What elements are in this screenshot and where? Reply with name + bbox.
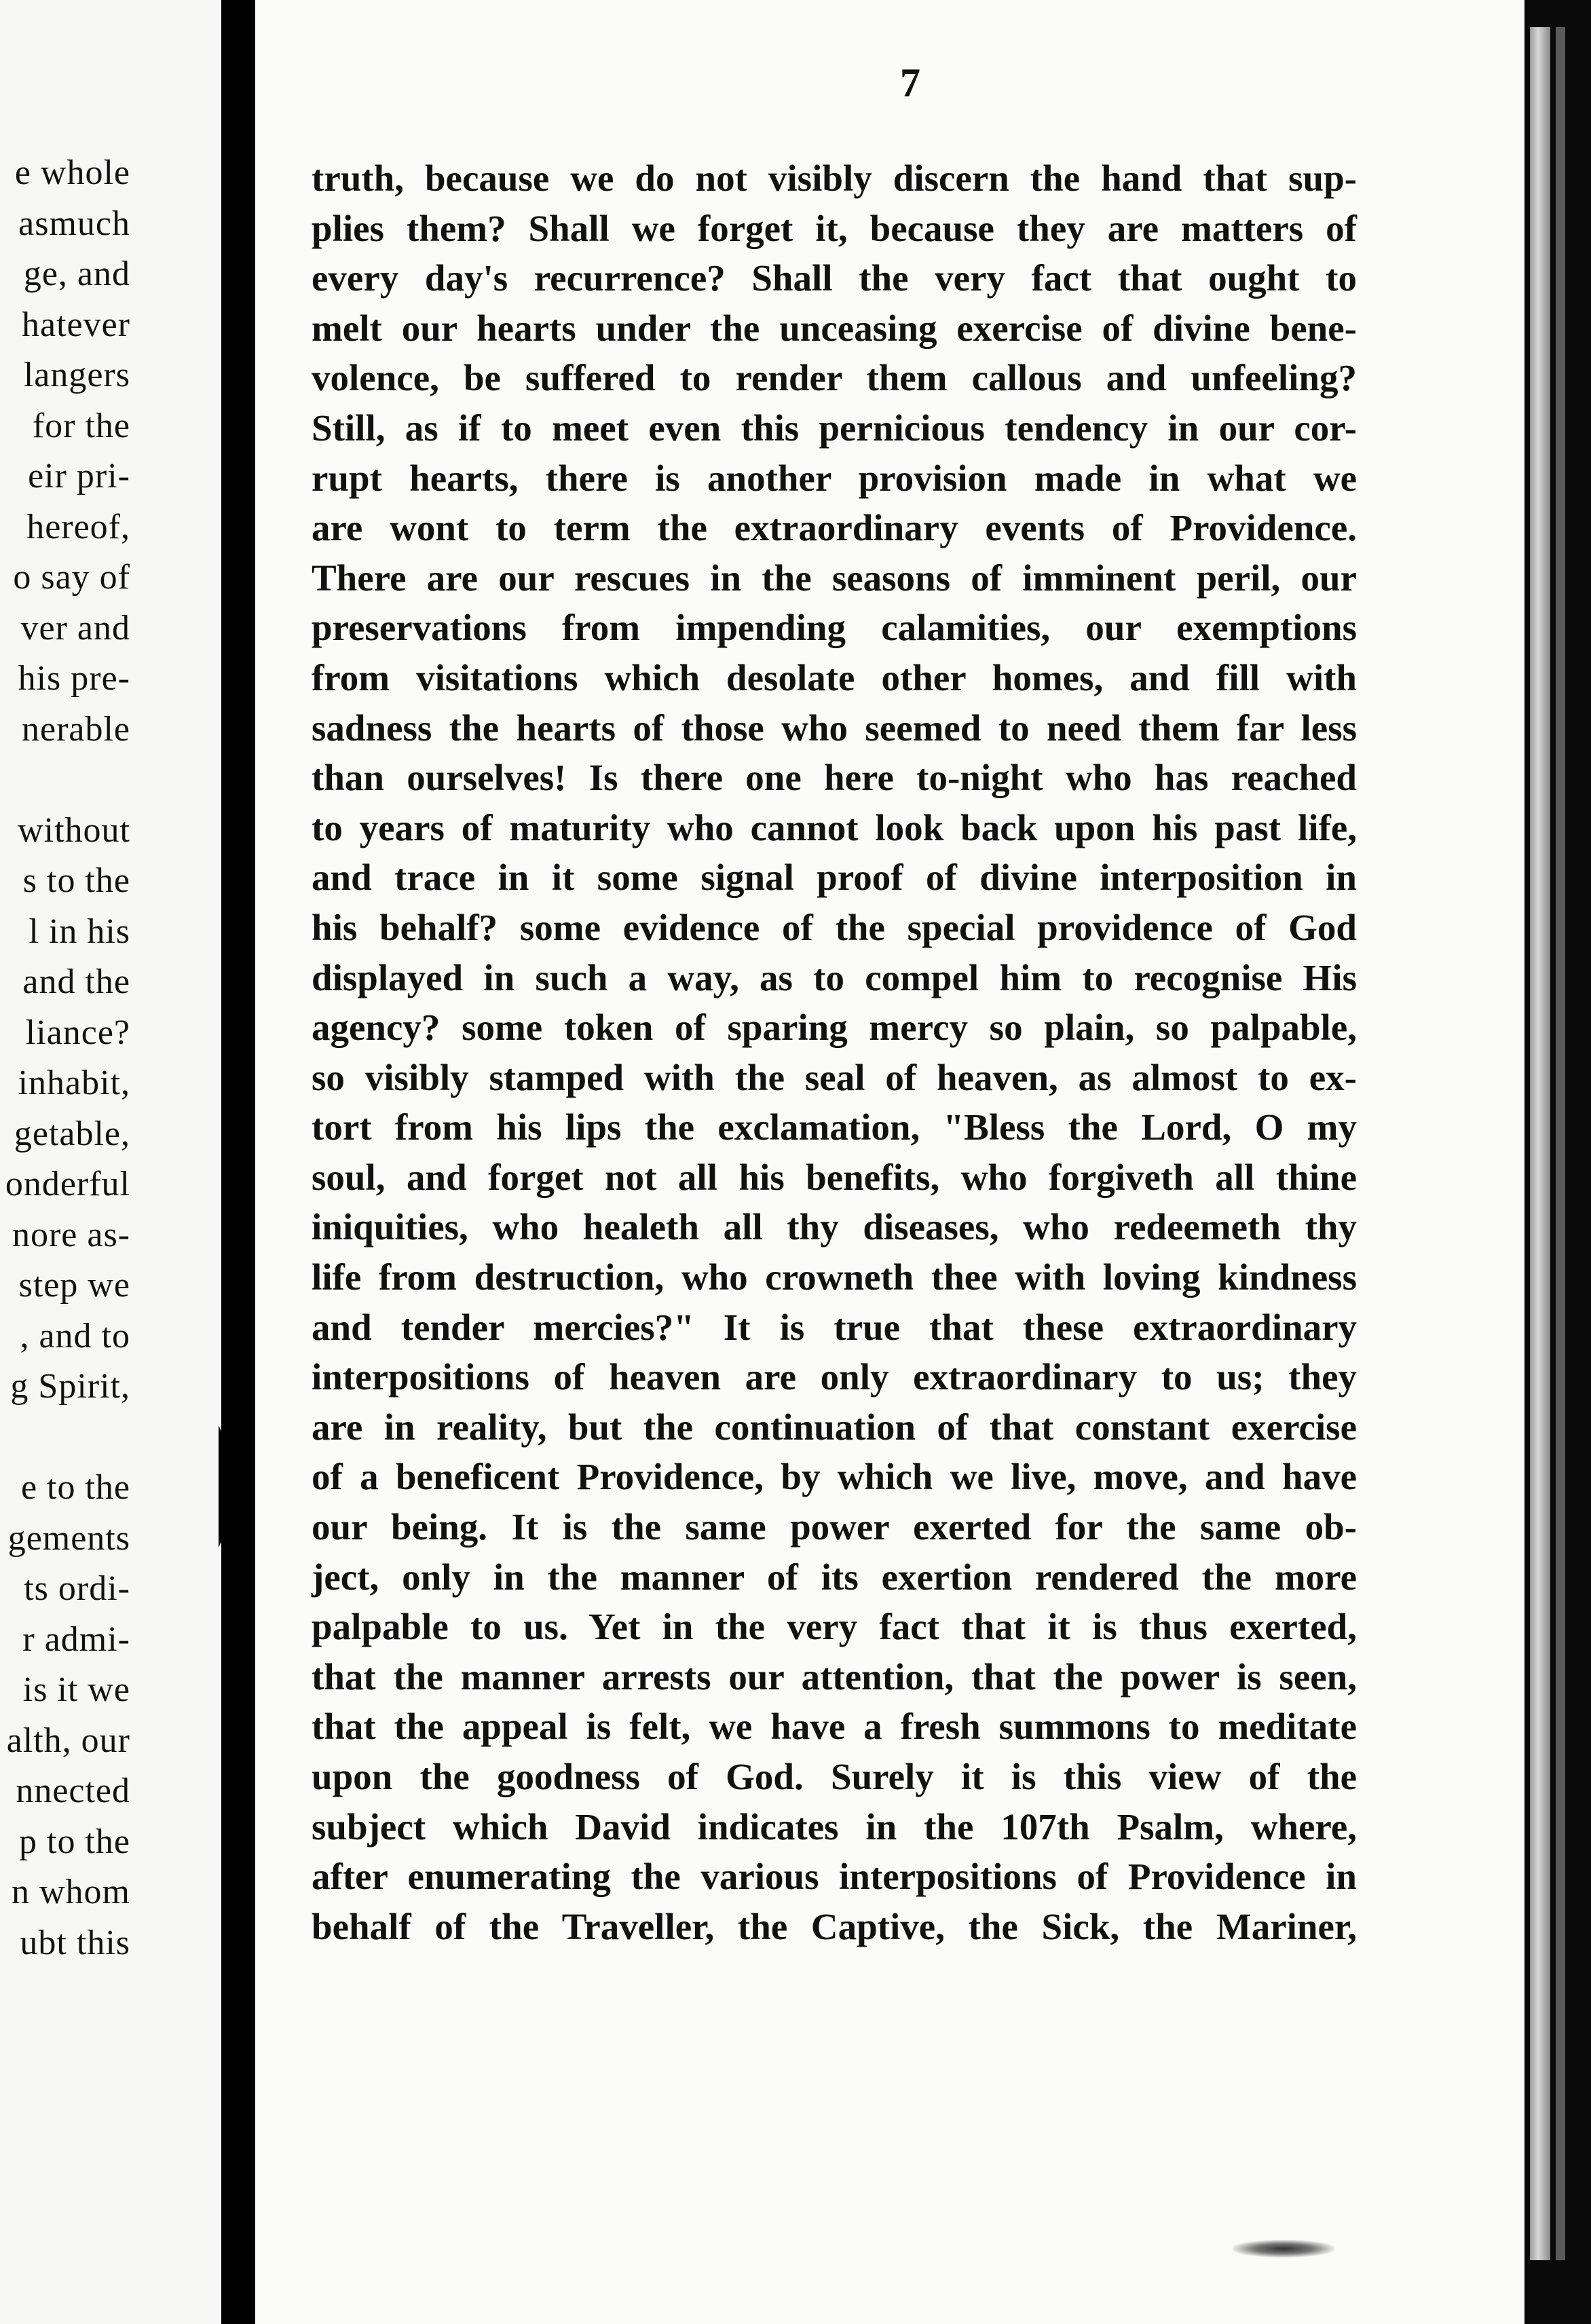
body-line: that the appeal is felt, we have a fresh summons to meditate — [312, 1706, 1357, 1748]
body-line: agency? some token of sparing mercy so plain, so palpable, — [312, 1007, 1357, 1049]
body-line: and tender mercies?" It is true that these extraordinary — [312, 1306, 1357, 1348]
left-page-line: nnected — [16, 1772, 130, 1810]
left-page-line: l in his — [29, 912, 130, 951]
left-page-line: getable, — [14, 1114, 130, 1153]
page-stack-shadow — [1556, 27, 1565, 2260]
left-page-line: inhabit, — [18, 1064, 130, 1102]
left-page-line — [5, 1412, 130, 1463]
left-page-line — [5, 755, 130, 806]
left-page-line: g Spirit, — [10, 1367, 130, 1406]
left-page-line: nore as- — [12, 1215, 130, 1254]
body-line: from visitations which desolate other homes, and fill with — [312, 656, 1357, 698]
body-line: volence, be suffered to render them callous and unfeeling? — [312, 357, 1357, 399]
body-line: rupt hearts, there is another provision made in what we — [312, 457, 1357, 499]
left-page-line: p to the — [19, 1822, 130, 1861]
left-page-line: eir pri- — [28, 457, 130, 495]
page-stack-edge — [1530, 27, 1550, 2260]
book-gutter — [221, 0, 255, 2324]
body-line: so visibly stamped with the seal of heaven, as almost to ex- — [312, 1056, 1357, 1098]
body-line: after enumerating the various interpositions of Providence in — [312, 1856, 1357, 1898]
body-line: than ourselves! Is there one here to-night who has reached — [312, 757, 1357, 799]
body-text — [312, 153, 1357, 1951]
body-line: tort from his lips the exclamation, "Bless the Lord, O my — [312, 1106, 1357, 1148]
left-page-line: alth, our — [6, 1721, 130, 1760]
left-page-line: r admi- — [22, 1619, 130, 1659]
left-page-line: ver and — [20, 608, 130, 648]
left-page-text — [5, 148, 130, 1968]
left-page-fragment — [0, 0, 221, 2324]
main-page — [255, 0, 1524, 2324]
body-line: soul, and forget not all his benefits, who forgiveth all thine — [312, 1156, 1357, 1198]
ink-smudge — [1233, 2240, 1334, 2257]
left-page-line: ubt this — [20, 1923, 130, 1962]
left-page-line: s to the — [22, 861, 130, 900]
left-page-line: e to the — [20, 1468, 130, 1507]
body-line: sadness the hearts of those who seemed to need them far less — [312, 707, 1357, 749]
body-line: preservations from impending calamities, our exemptions — [312, 607, 1357, 649]
left-page-line: is it we — [22, 1670, 130, 1709]
left-page-line: nerable — [21, 709, 130, 749]
body-line: palpable to us. Yet in the very fact that it is thus exerted, — [312, 1606, 1357, 1648]
left-page-line: onderful — [5, 1165, 130, 1203]
left-page-line: for the — [32, 406, 130, 445]
body-line: to years of maturity who cannot look back upon his past life, — [312, 806, 1357, 848]
body-line: There are our rescues in the seasons of imminent peril, our — [312, 557, 1357, 599]
left-page-line: ts ordi- — [24, 1569, 130, 1608]
left-page-line: hatever — [21, 305, 130, 344]
gutter-shadow — [219, 1425, 247, 1548]
left-page-line: gements — [7, 1518, 130, 1558]
left-page-line: ge, and — [23, 255, 130, 293]
body-line: displayed in such a way, as to compel him to recognise His — [312, 956, 1357, 998]
body-line: are in reality, but the continuation of that constant exercise — [312, 1406, 1357, 1448]
left-page-line: his pre- — [18, 659, 130, 698]
body-line: of a beneficent Providence, by which we live, move, and have — [312, 1456, 1357, 1498]
body-line: behalf of the Traveller, the Captive, the Sick, the Mariner, — [312, 1905, 1357, 1947]
body-line: upon the goodness of God. Surely it is this view of the — [312, 1756, 1357, 1797]
body-line: ject, only in the manner of its exertion rendered the more — [312, 1556, 1357, 1598]
left-page-line: e whole — [14, 153, 130, 192]
left-page-line: asmuch — [18, 204, 130, 243]
body-line: subject which David indicates in the 107th Psalm, where, — [312, 1805, 1357, 1848]
body-line: our being. It is the same power exerted for the same ob- — [312, 1506, 1357, 1548]
body-line: are wont to term the extraordinary events of Providence. — [312, 507, 1357, 549]
body-line: his behalf? some evidence of the special providence of God — [312, 906, 1357, 948]
body-line: Still, as if to meet even this pernicious tendency in our cor- — [312, 407, 1357, 449]
body-line: iniquities, who healeth all thy diseases, who redeemeth thy — [312, 1206, 1357, 1248]
left-page-line: step we — [18, 1266, 130, 1305]
body-line: life from destruction, who crowneth thee with loving kindness — [312, 1256, 1357, 1298]
body-line: and trace in it some signal proof of divine interposition in — [312, 857, 1357, 899]
left-page-line: without — [18, 810, 130, 850]
body-line: melt our hearts under the unceasing exercise of divine bene- — [312, 307, 1357, 349]
body-line: that the manner arrests our attention, that the power is seen, — [312, 1655, 1357, 1698]
left-page-line: hereof, — [26, 507, 130, 546]
body-line: truth, because we do not visibly discern the hand that sup- — [312, 157, 1357, 199]
left-page-line: , and to — [20, 1316, 130, 1355]
left-page-line: liance? — [25, 1013, 130, 1052]
body-line: every day's recurrence? Shall the very fact that ought to — [312, 257, 1357, 299]
body-line: plies them? Shall we forget it, because they are matters of — [312, 207, 1357, 249]
page-number: 7 — [900, 60, 920, 105]
left-page-line: n whom — [12, 1873, 130, 1911]
body-line: interpositions of heaven are only extraordinary to us; they — [312, 1356, 1357, 1398]
left-page-line: langers — [23, 356, 130, 394]
left-page-line: o say of — [13, 558, 130, 597]
left-page-line: and the — [22, 962, 130, 1001]
